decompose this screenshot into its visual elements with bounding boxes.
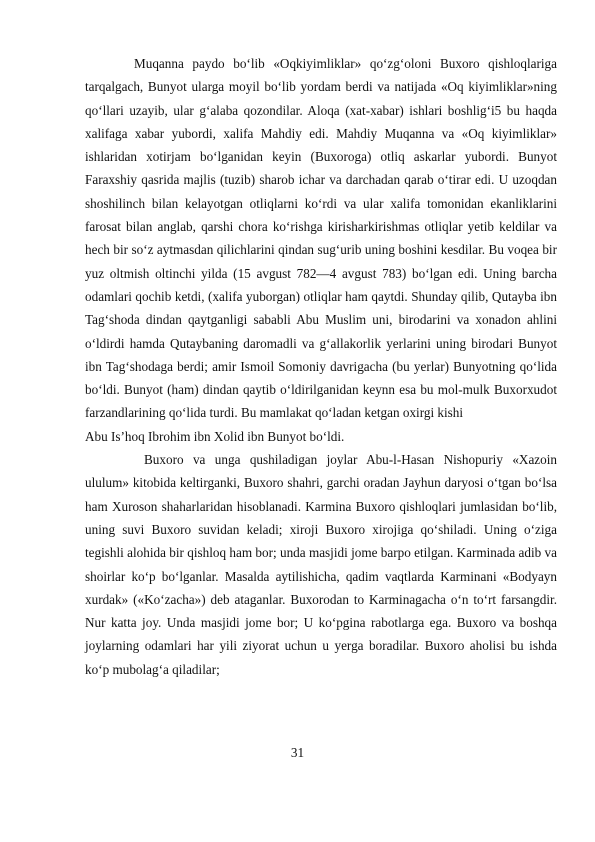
document-page: [85, 52, 557, 681]
paragraph-abu-ishoq: Abu Is’hoq Ibrohim ibn Xolid ibn Bunyot bo‘ldi.: [85, 428, 345, 444]
paragraph-buxoro: Buxoro va unga qushiladigan joylar Abu-l-Hasan Nishopuriy «Xazoin ululum» kitobida keltirganki, Buxoro shahri, garchi oradan Jayhun daryosi o‘tgan bo‘lsa ham Xuroson shaharlaridan hisoblanadi. Karmina Buxoro qishloqlari jumlasidan bo‘lib, uning suvi Buxoro suvidan keladi; xiroji Buxoro xirojiga qo‘shiladi. Uning o‘ziga tegishli alohida bir qishloq ham bor; unda masjidi jome barpo etilgan. Karminada adib va shoirlar ko‘p bo‘lganlar. Masalda aytilishicha, qadim vaqtlarda Karminani «Bodyayn xurdak» («Ko‘zacha») deb ataganlar. Buxorodan to Karminagacha o‘n to‘rt farsangdir. Nur katta joy. Unda masjidi jome bor; U ko‘pgina rabotlarga ega. Buxoro va boshqa joylarning odamlari har yili ziyorat uchun u yerga boradilar. Buxoro aholisi bu ishda ko‘p mubolag‘a qiladilar;: [85, 452, 557, 677]
page-number: 31: [290, 745, 305, 760]
paragraph-muqanna: Muqanna paydo bo‘lib «Oqkiyimliklar» qo‘zg‘oloni Buxoro qishloqlariga tarqalgach, Bunyot ularga moyil bo‘lib yordam berdi va natijada «Oq kiyimliklar»ning qo‘llari uzayib, ular g‘alaba qozondilar. Aloqa (xat-xabar) ishlari boshlig‘i5 bu haqda xalifaga xabar yubordi, xalifa Mahdiy edi. Mahdiy Muqanna va «Oq kiyimliklar» ishlaridan xotirjam bo‘lganidan keyin (Buxoroga) otliq askarlar yubordi. Bunyot Faraxshiy qasrida majlis (tuzib) sharob ichar va darchadan qarab o‘tirar edi. U uzoqdan shoshilinch bilan kelayotgan otliqlarni ko‘rdi va ular xalifa tomonidan ekanliklarini farosat bilan anglab, qarshi chora ko‘rishga kirisharkirishmas otliqlar yetib keldilar va hech bir so‘z aytmasdan qilichlarini qindan sug‘urib uning boshini kesdilar. Bu voqea bir yuz oltmish oltinchi yilda (15 avgust 782—4 avgust 783) bo‘lgan edi. Uning barcha odamlari qochib ketdi, (xalifa yuborgan) otliqlar ham qaytdi. Shunday qilib, Qutayba ibn Tag‘shoda dindan qaytganligi sababli Abu Muslim uni, birodarini va xonadon ahlini o‘ldirdi hamda Qutaybaning daromadli va g‘allakorlik yerlarini uning birodari Bunyot ibn Tag‘shodaga berdi; amir Ismoil Somoniy davrigacha (bu yerlar) Bunyotning qo‘lida bo‘ldi. Bunyot (ham) dindan qaytib o‘ldirilganidan keynn esa bu mol-mulk Buxorxudot farzandlarining qo‘lida turdi. Bu mamlakat qo‘ladan ketgan oxirgi kishi: [85, 56, 557, 421]
